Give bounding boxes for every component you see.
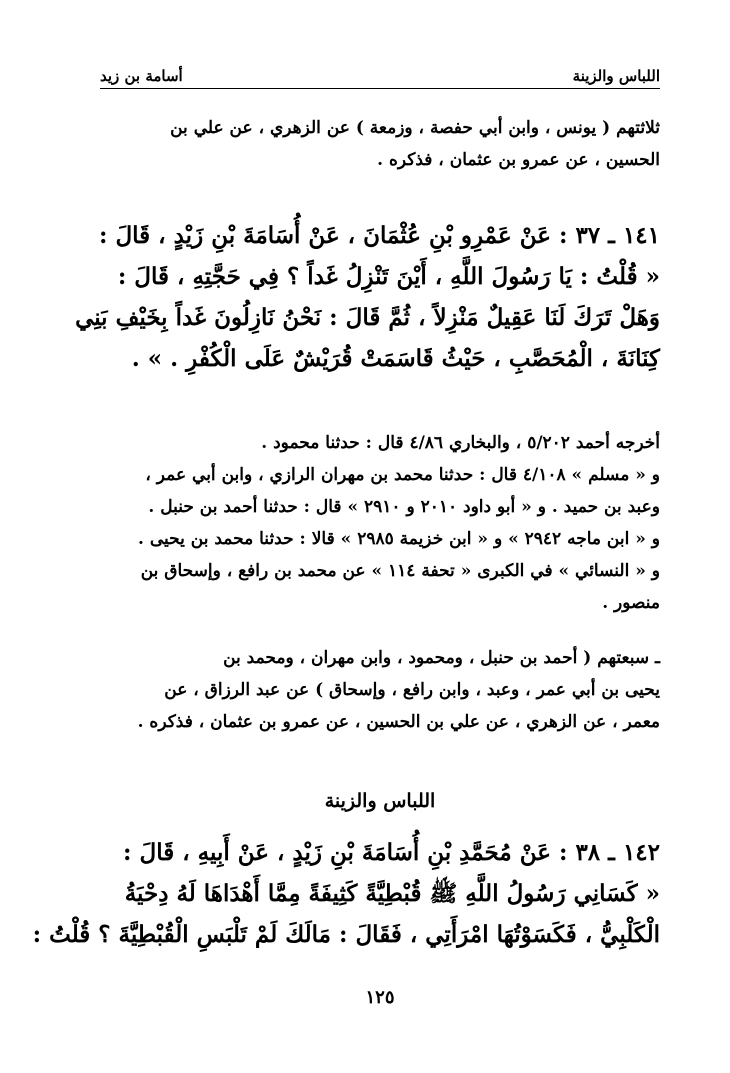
hadith-line: ١٤١ ـ ٣٧ : عَنْ عَمْرِو بْنِ عُثْمَانَ ، عَنْ أُسَامَةَ بْنِ زَيْدٍ ، قَالَ :	[98, 222, 660, 249]
hadith-line: « قُلْتُ : يَا رَسُولَ اللَّهِ ، أَيْنَ تَنْزِلُ غَداً ؟ فِي حَجَّتِهِ ، قَالَ :	[117, 263, 660, 290]
text-line: و « النسائي » في الكبرى « تحفة ١١٤ » عن محمد بن رافع ، وإسحاق بن	[140, 561, 660, 581]
section-heading: اللباس والزينة	[324, 790, 436, 812]
chain-summary-paragraph	[100, 642, 660, 738]
hadith-line: ١٤٢ ـ ٣٨ : عَنْ مُحَمَّدِ بْنِ أُسَامَةَ بْنِ زَيْدٍ ، عَنْ أَبِيهِ ، قَالَ :	[123, 839, 660, 866]
hadith-line: « كَسَانِي رَسُولُ اللَّهِ ﷺ قُبْطِيَّةً كَثِيفَةً مِمَّا أَهْدَاهَا لَهُ دِحْيَةُ	[124, 880, 660, 907]
page-number: ١٢٥	[365, 987, 395, 1008]
paragraph-continuation	[100, 112, 660, 176]
text-line: أخرجه أحمد ٥/٢٠٢ ، والبخاري ٤/٨٦ قال : حدثنا محمود .	[261, 433, 660, 453]
hadith-line: وَهَلْ تَرَكَ لَنَا عَقِيلٌ مَنْزِلاً ، ثُمَّ قَالَ : نَحْنُ نَازِلُونَ غَداً بِخَيْفِ بَنِي	[75, 304, 660, 331]
takhrij-paragraph	[100, 427, 660, 619]
header-chapter-title: اللباس والزينة	[572, 67, 660, 85]
running-header	[100, 62, 660, 89]
hadith-line: الْكَلْبِيُّ ، فَكَسَوْتُهَا امْرَأَتِي ، فَقَالَ : مَالَكَ لَمْ تَلْبَسِ الْقُبْطِيَّةَ ؟ قُلْتُ :	[32, 921, 660, 948]
text-line: الحسين ، عن عمرو بن عثمان ، فذكره .	[377, 150, 660, 170]
hadith-line: كِنَانَةَ ، الْمُحَصَّبِ ، حَيْثُ قَاسَمَتْ قُرَيْشٌ عَلَى الْكُفْرِ . » .	[131, 345, 660, 372]
text-line: وعبد بن حميد . و « أبو داود ٢٠١٠ و ٢٩١٠ » قال : حدثنا أحمد بن حنبل .	[148, 497, 660, 517]
text-line: يحيى بن أبي عمر ، وعبد ، وابن رافع ، وإسحاق ) عن عبد الرزاق ، عن	[164, 680, 660, 700]
text-line: ـ سبعتهم ( أحمد بن حنبل ، ومحمود ، وابن مهران ، ومحمد بن	[223, 648, 660, 668]
text-line: معمر ، عن الزهري ، عن علي بن الحسين ، عن عمرو بن عثمان ، فذكره .	[137, 712, 660, 732]
hadith-142	[32, 832, 660, 955]
text-line: و « مسلم » ٤/١٠٨ قال : حدثنا محمد بن مهران الرازي ، وابن أبي عمر ،	[145, 465, 660, 485]
text-line: منصور .	[602, 593, 660, 613]
header-narrator-name: أسامة بن زيد	[100, 67, 183, 85]
text-line: و « ابن ماجه ٢٩٤٢ » و « ابن خزيمة ٢٩٨٥ » قالا : حدثنا محمد بن يحيى .	[138, 529, 660, 549]
hadith-141	[75, 215, 660, 379]
text-line: ثلاثتهم ( يونس ، وابن أبي حفصة ، وزمعة ) عن الزهري ، عن علي بن	[170, 118, 660, 138]
